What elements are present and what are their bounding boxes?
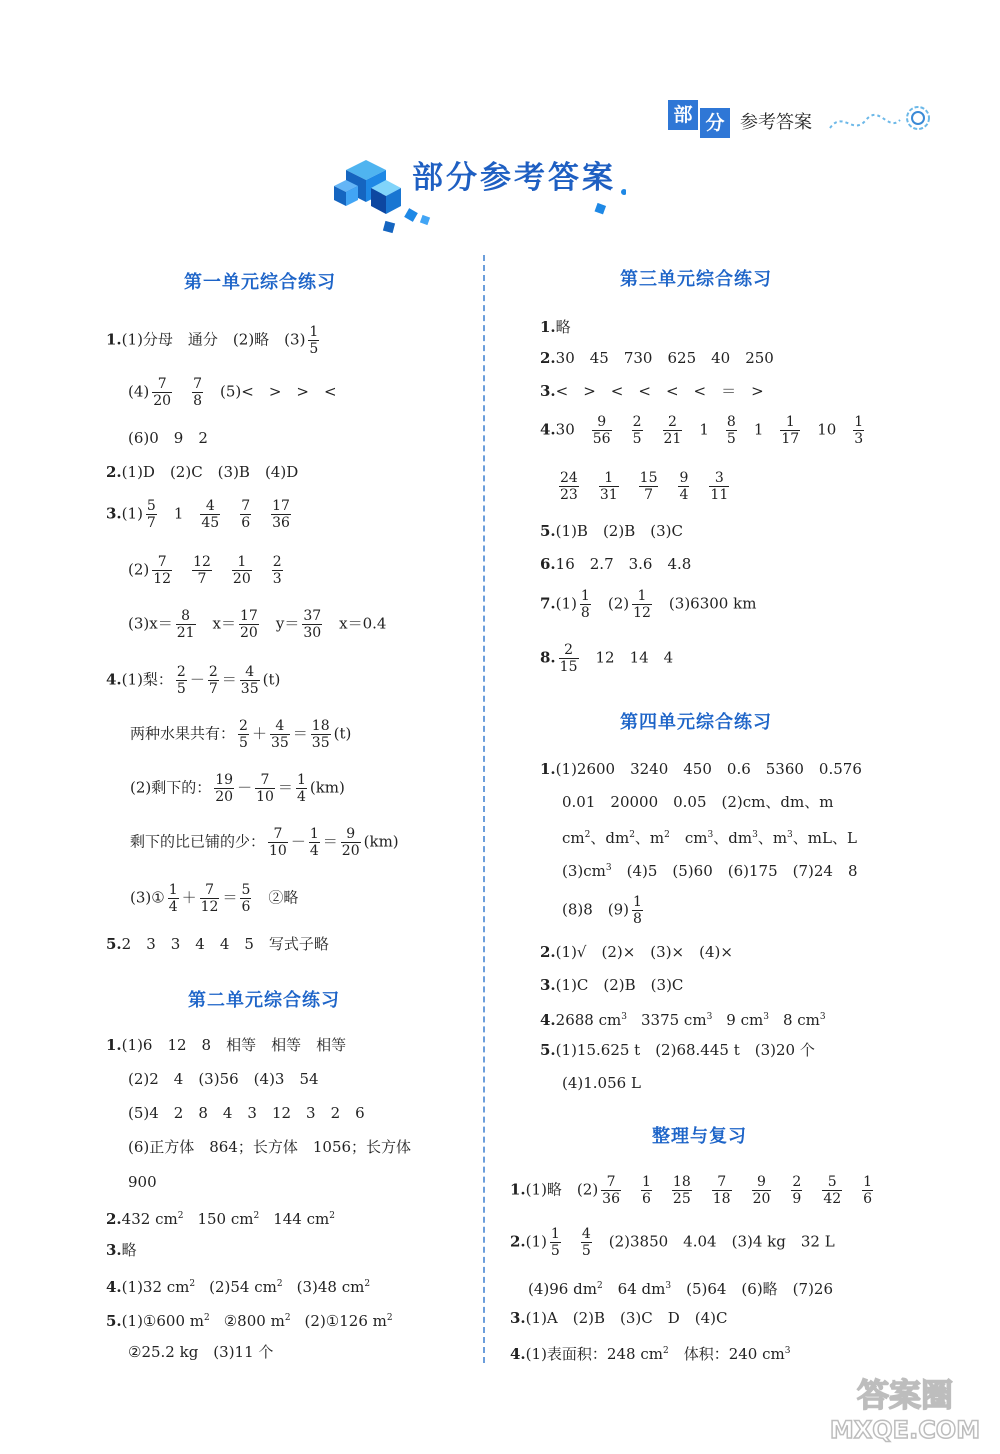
answer-line: 5.(1)15.625 t (2)68.445 t (3)20 个 xyxy=(540,1041,815,1059)
answer-line: ②25.2 kg (3)11 个 xyxy=(128,1343,274,1361)
answer-line: 1.(1)分母 通分 (2)略 (3) $\frac{1}{5}$ xyxy=(106,324,319,357)
corner-tag-text: 参考答案 xyxy=(740,112,812,133)
answer-line: 4.2688 $cm^3$ 3375 $cm^3$ 9 $cm^3$ 8 $cm^3$ xyxy=(540,1011,826,1029)
answer-line: (4)1.056 L xyxy=(562,1074,641,1092)
answer-line: (2)2 4 (3)56 (4)3 54 xyxy=(128,1070,319,1088)
column-divider xyxy=(483,255,485,1363)
answer-line: 8. $\frac{2}{15}$ 12 14 4 xyxy=(540,642,674,675)
answer-line: 1.(1)6 12 8 相等 相等 相等 xyxy=(106,1036,347,1054)
page-title: 部分参考答案 xyxy=(412,160,616,196)
answer-line: (2) $\frac{7}{12}$ $\frac{12}{7}$ $\frac{1}{20}$ $\frac{2}{3}$ xyxy=(128,554,282,587)
answer-line: (2)剩下的： $\frac{19}{20}$ － $\frac{7}{10}$ ＝ $\frac{1}{4}$ (km) xyxy=(130,772,345,805)
answer-line: 5.2 3 3 4 4 5 写式子略 xyxy=(106,935,329,953)
answer-line: $\frac{24}{23}$ $\frac{1}{31}$ $\frac{15}{7}$ $\frac{9}{4}$ $\frac{3}{11}$ xyxy=(560,470,729,503)
watermark-text-1: 答案圈 xyxy=(856,1376,954,1414)
answer-line: 5.(1)①600 $m^2$ ②800 $m^2$ (2)①126 $m^2$ xyxy=(106,1312,393,1330)
section-title-unit1: 第一单元综合练习 xyxy=(184,272,336,293)
flower-swirl-icon xyxy=(828,102,938,138)
section-title-review: 整理与复习 xyxy=(652,1126,747,1147)
answer-line: $cm^2$、$dm^2$、$m^2$ $cm^3$、$dm^3$、$m^3$、mL、L xyxy=(562,829,857,847)
answer-line: 2.30 45 730 625 40 250 xyxy=(540,349,774,367)
answer-line: 2.(1)D (2)C (3)B (4)D xyxy=(106,463,299,481)
answer-line: 3.(1) $\frac{5}{7}$ 1 $\frac{4}{45}$ $\frac{7}{6}$ $\frac{17}{36}$ xyxy=(106,498,290,531)
site-watermark xyxy=(820,1368,990,1448)
answer-line: 7.(1) $\frac{1}{8}$ (2) $\frac{1}{12}$ (3)6300 km xyxy=(540,588,757,621)
answer-line: (3)x＝ $\frac{8}{21}$ x＝ $\frac{17}{20}$ y＝ $\frac{37}{30}$ x＝0.4 xyxy=(128,608,387,641)
answer-line: (6)正方体 864；长方体 1056；长方体 xyxy=(128,1138,412,1156)
answer-line: 2.(1) $\frac{1}{5}$ $\frac{4}{5}$ (2)3850 4.04 (3)4 kg 32 L xyxy=(510,1226,835,1259)
section-title-unit4: 第四单元综合练习 xyxy=(620,712,772,733)
section-title-unit3: 第三单元综合练习 xyxy=(620,269,772,290)
answer-line: 4.(1)32 $cm^2$ (2)54 $cm^2$ (3)48 $cm^2$ xyxy=(106,1278,371,1296)
answer-line: 2.(1)√ (2)× (3)× (4)× xyxy=(540,943,733,961)
answer-line: 4.(1)梨： $\frac{2}{5}$ － $\frac{2}{7}$ ＝ $\frac{4}{35}$ (t) xyxy=(106,664,281,697)
answer-line: 5.(1)B (2)B (3)C xyxy=(540,522,683,540)
corner-badge-1: 部 xyxy=(668,100,698,130)
answer-line: 3.略 xyxy=(106,1241,137,1259)
watermark-text-2: MXQE.COM xyxy=(829,1416,981,1444)
answer-line: 900 xyxy=(128,1173,157,1191)
answer-line: 6.16 2.7 3.6 4.8 xyxy=(540,555,692,573)
answer-line: 4.(1)表面积：248 $cm^2$ 体积：240 $cm^3$ xyxy=(510,1345,791,1363)
answer-line: 4.30 $\frac{9}{56}$ $\frac{2}{5}$ $\frac{2}{21}$ 1 $\frac{8}{5}$ 1 $\frac{1}{17}$ 10 $\frac{1}{3}$ xyxy=(540,414,864,447)
answer-line: 0.01 20000 0.05 (2)cm、dm、m xyxy=(562,793,834,811)
answer-line: 2.432 $cm^2$ 150 $cm^2$ 144 $cm^2$ xyxy=(106,1210,335,1228)
answer-line: (3)① $\frac{1}{4}$ ＋ $\frac{7}{12}$ ＝ $\frac{5}{6}$ ②略 xyxy=(130,882,299,915)
corner-badge-2: 分 xyxy=(700,108,730,138)
answer-line: 1.(1)2600 3240 450 0.6 5360 0.576 xyxy=(540,760,862,778)
answer-line: 3.(1)A (2)B (3)C D (4)C xyxy=(510,1309,728,1327)
answer-line: (6)0 9 2 xyxy=(128,429,208,447)
answer-line: (8)8 (9) $\frac{1}{8}$ xyxy=(562,894,642,927)
answer-line: (5)4 2 8 4 3 12 3 2 6 xyxy=(128,1104,365,1122)
answer-line: 3.< > < < < < ＝ > xyxy=(540,382,764,400)
answer-line: 两种水果共有： $\frac{2}{5}$ ＋ $\frac{4}{35}$ ＝ $\frac{18}{35}$ (t) xyxy=(130,718,352,751)
answer-line: 1.略 xyxy=(540,318,571,336)
section-title-unit2: 第二单元综合练习 xyxy=(188,990,340,1011)
answer-line: 剩下的比已铺的少： $\frac{7}{10}$ － $\frac{1}{4}$ ＝ $\frac{9}{20}$ (km) xyxy=(130,826,399,859)
answer-line: 3.(1)C (2)B (3)C xyxy=(540,976,684,994)
answer-line: (4)96 $dm^2$ 64 $dm^3$ (5)64 (6)略 (7)26 xyxy=(528,1280,834,1298)
answer-line: $(3)cm^3$ (4)5 (5)60 (6)175 (7)24 8 xyxy=(562,862,858,880)
answer-line: 1.(1)略 (2) $\frac{7}{36}$ $\frac{1}{6}$ $\frac{18}{25}$ $\frac{7}{18}$ $\frac{9}{20}$ $\frac{2}{9}$ $\frac{5}{42}$ $\frac{1}{6}$ xyxy=(510,1174,873,1207)
answer-line: (4) $\frac{7}{20}$ $\frac{7}{8}$ (5)< > > < xyxy=(128,376,337,409)
